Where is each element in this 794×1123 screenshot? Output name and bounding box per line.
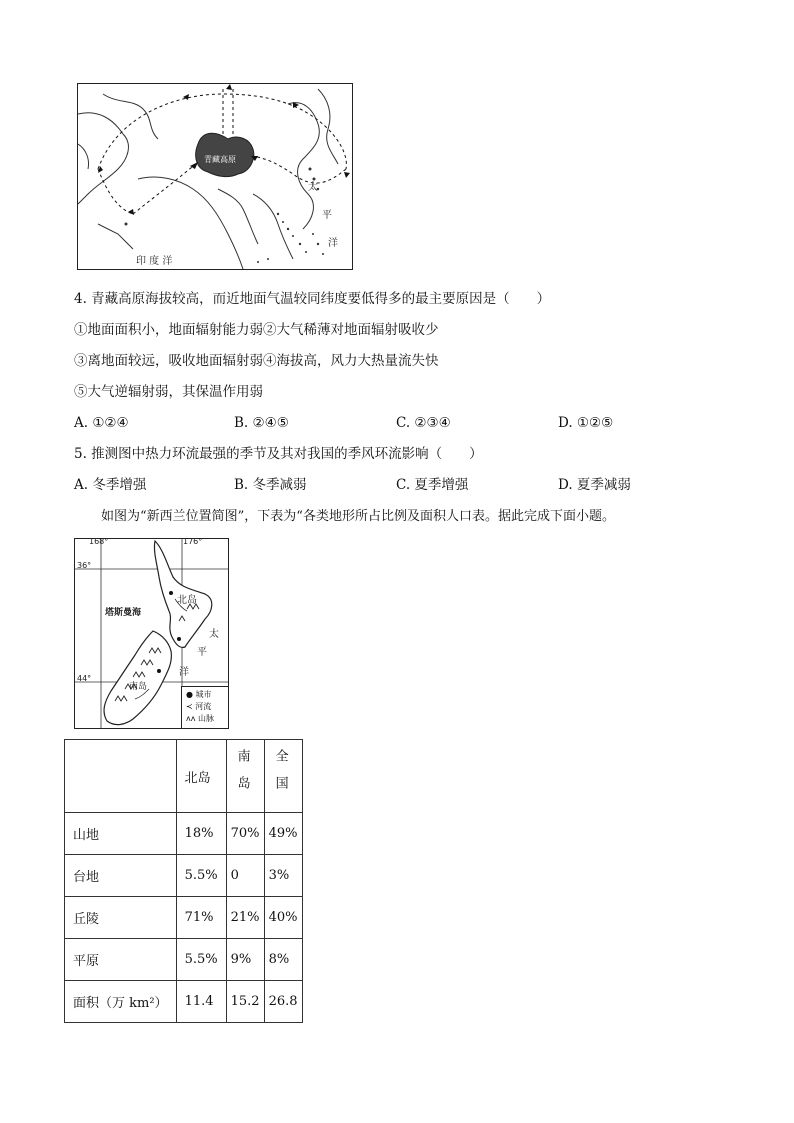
table-row	[65, 855, 303, 897]
river-icon: ≺	[186, 702, 193, 711]
table-header-cell: 北岛	[176, 740, 226, 813]
pacific-label-2: 平	[197, 647, 207, 658]
lon-176-label: 176°	[183, 537, 203, 546]
q4-option-d[interactable]: D. ①②⑤	[558, 415, 614, 431]
legend-river: ≺ 河流	[186, 702, 212, 711]
table-cell: 8%	[264, 939, 302, 981]
table-cell: 平原	[65, 939, 177, 981]
table-cell: 71%	[176, 897, 226, 939]
pacific-ocean-label-1: 太	[308, 182, 318, 193]
table-cell: 11.4	[176, 981, 226, 1023]
table-header-cell	[65, 740, 177, 813]
pacific-label-3: 洋	[179, 667, 189, 678]
table-cell: 15.2	[226, 981, 264, 1023]
table-row	[65, 981, 303, 1023]
q4-item-2: ③离地面较远，吸收地面辐射弱④海拔高，风力大热量流失快	[74, 353, 439, 369]
table-row	[65, 939, 303, 981]
lon-168-label: 168°	[89, 537, 109, 546]
terrain-table	[64, 739, 303, 1023]
q5-option-d[interactable]: D. 夏季减弱	[558, 477, 631, 493]
asia-map-drawing	[78, 84, 352, 269]
mountain-icon: ʌʌ	[186, 714, 196, 723]
indian-ocean-label: 印 度 洋	[136, 256, 173, 267]
table-header-row	[65, 740, 303, 813]
table-header-cell: 南岛	[226, 740, 264, 813]
q5-option-a[interactable]: A. 冬季增强	[74, 477, 147, 493]
table-cell: 山地	[65, 813, 177, 855]
map-legend	[181, 686, 228, 728]
table-cell: 3%	[264, 855, 302, 897]
pacific-ocean-label-2: 平	[322, 210, 332, 221]
north-island-label: 北岛	[177, 595, 197, 606]
q4-option-c[interactable]: C. ②③④	[396, 415, 451, 431]
table-cell: 台地	[65, 855, 177, 897]
q4-option-a[interactable]: A. ①②④	[74, 415, 129, 431]
table-cell: 5.5%	[176, 855, 226, 897]
table-cell: 70%	[226, 813, 264, 855]
pacific-ocean-label-3: 洋	[328, 238, 338, 249]
table-row	[65, 897, 303, 939]
table-header-cell: 全国	[264, 740, 302, 813]
q5-option-b[interactable]: B. 冬季减弱	[234, 477, 307, 493]
asia-circulation-map	[77, 83, 353, 270]
table-cell: 18%	[176, 813, 226, 855]
table-cell: 49%	[264, 813, 302, 855]
table-cell: 40%	[264, 897, 302, 939]
table-cell: 26.8	[264, 981, 302, 1023]
q4-item-1: ①地面面积小，地面辐射能力弱②大气稀薄对地面辐射吸收少	[74, 322, 439, 338]
pacific-label-1: 太	[209, 629, 219, 640]
table-row	[65, 813, 303, 855]
intro-text: 如图为“新西兰位置简图”，下表为“各类地形所占比例及面积人口表。据此完成下面小题。	[101, 509, 615, 524]
tasman-sea-label: 塔斯曼海	[105, 608, 142, 618]
legend-mountain: ʌʌ 山脉	[186, 714, 215, 723]
lat-44-label: 44°	[77, 674, 92, 683]
q4-option-b[interactable]: B. ②④⑤	[234, 415, 289, 431]
q4-stem: 4. 青藏高原海拔较高，而近地面气温较同纬度要低得多的最主要原因是（ ）	[74, 291, 551, 307]
q5-stem: 5. 推测图中热力环流最强的季节及其对我国的季风环流影响（ ）	[74, 446, 483, 462]
city-icon: ●	[186, 690, 193, 699]
plateau-label: 青藏高原	[204, 155, 236, 164]
south-island-label: 南岛	[129, 682, 148, 692]
table-cell: 丘陵	[65, 897, 177, 939]
new-zealand-map	[74, 538, 229, 729]
table-cell: 5.5%	[176, 939, 226, 981]
table-cell: 0	[226, 855, 264, 897]
q4-item-3: ⑤大气逆辐射弱，其保温作用弱	[74, 384, 263, 400]
table-cell: 面积（万 km²）	[65, 981, 177, 1023]
q5-option-c[interactable]: C. 夏季增强	[396, 477, 469, 493]
table-cell: 21%	[226, 897, 264, 939]
lat-36-label: 36°	[77, 561, 92, 570]
legend-city: ● 城市	[186, 690, 212, 699]
table-cell: 9%	[226, 939, 264, 981]
